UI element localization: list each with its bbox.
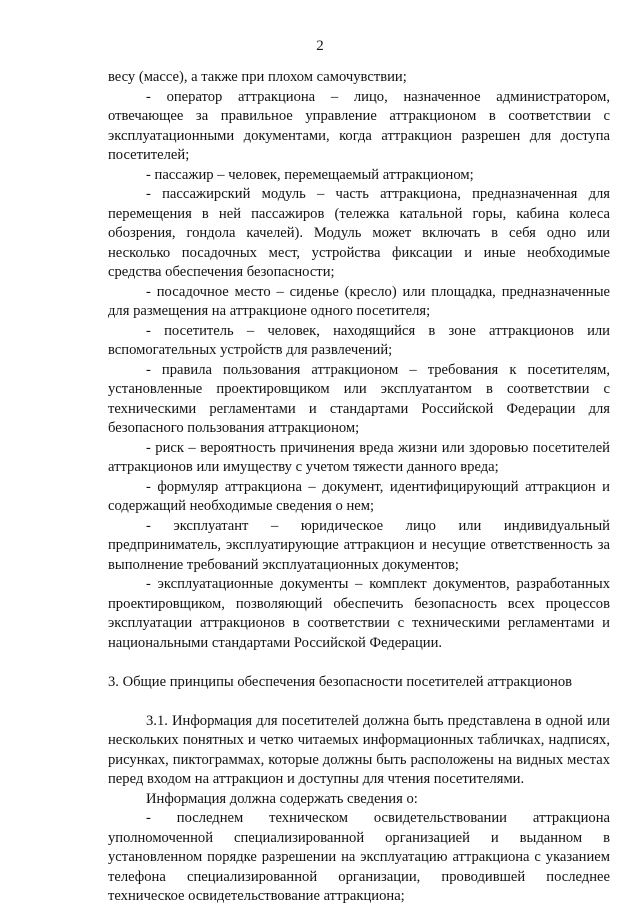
- definition-seat: - посадочное место – сиденье (кресло) или площадка, предназначенные для размещения на аттракционе одного посетителя;: [108, 283, 610, 319]
- paragraph-continuation: весу (массе), а также при плохом самочувствии;: [108, 69, 407, 85]
- definition-risk: - риск – вероятность причинения вреда жизни или здоровью посетителей аттракционов или имуществу с учетом тяжести данного вреда;: [108, 439, 610, 475]
- clause-3-1: 3.1. Информация для посетителей должна быть представлена в одной или нескольких понятных и четко читаемых информационных табличках, надписях, рисунках, пиктограммах, которые должны быть расположены на видных местах перед входом на аттракцион и доступны для чтения посетителями.: [108, 712, 610, 787]
- definition-operational-documents: - эксплуатационные документы – комплект документов, разработанных проектировщиком, позволяющий обеспечить безопасность всех процессов эксплуатации аттракционов в соответствии с техническими регламентами и национальными стандартами Российской Федерации.: [108, 576, 610, 651]
- definition-rules: - правила пользования аттракционом – требования к посетителям, установленные проектировщиком или эксплуатантом в соответствии с техническими регламентами и стандартами Российской Федерации для безопасного пользования аттракционом;: [108, 361, 610, 436]
- info-item-inspection: - последнем техническом освидетельствовании аттракциона уполномоченной специализированной организацией и выданном в установленном порядке разрешении на эксплуатацию аттракциона с указанием телефона специализированной организации, проводившей последнее техническое освидетельствование аттракциона;: [108, 810, 610, 904]
- definition-form: - формуляр аттракциона – документ, идентифицирующий аттракцион и содержащий необходимые сведения о нем;: [108, 478, 610, 514]
- document-body: [108, 68, 610, 907]
- definition-visitor: - посетитель – человек, находящийся в зоне аттракционов или вспомогательных устройств для развлечений;: [108, 322, 610, 358]
- definition-passenger: - пассажир – человек, перемещаемый аттракционом;: [146, 166, 474, 183]
- section-heading: 3. Общие принципы обеспечения безопасности посетителей аттракционов: [108, 674, 573, 690]
- info-intro: Информация должна содержать сведения о:: [146, 790, 418, 807]
- definition-operator-entity: - эксплуатант – юридическое лицо или индивидуальный предприниматель, эксплуатирующие аттракцион и несущие ответственность за выполнение требований эксплуатационных документов;: [108, 517, 610, 573]
- definition-passenger-module: - пассажирский модуль – часть аттракциона, предназначенная для перемещения в ней пассажиров (тележка катальной горы, кабина колеса обозрения, гондола качелей). Модуль может включать в себя одно или несколько посадочных мест, устройства фиксации и иные необходимые средства обеспечения безопасности;: [108, 186, 610, 280]
- definition-operator: - оператор аттракциона – лицо, назначенное администратором, отвечающее за правильное управление аттракционом в соответствии с эксплуатационными документами, когда аттракцион разрешен для доступа посетителей;: [108, 88, 610, 163]
- page-number: 2: [316, 38, 324, 54]
